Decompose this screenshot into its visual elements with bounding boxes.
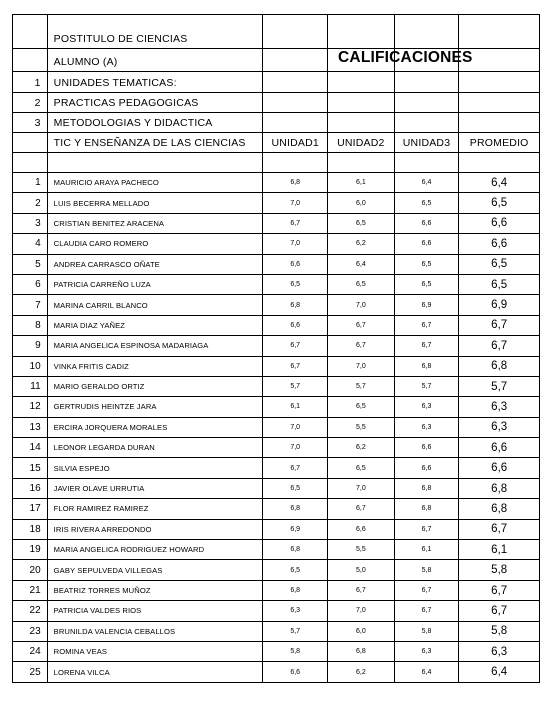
unit3-grade: 5,8 xyxy=(394,621,459,641)
unit2-grade: 6,5 xyxy=(328,397,395,417)
unit3-grade: 6,7 xyxy=(394,601,459,621)
empty-cell xyxy=(394,113,459,133)
unit3-grade: 6,6 xyxy=(394,438,459,458)
theme-number: 2 xyxy=(13,93,48,113)
unit1-grade: 6,7 xyxy=(263,356,328,376)
unit2-grade: 5,5 xyxy=(328,417,395,437)
student-number: 3 xyxy=(13,213,48,233)
unit3-grade: 6,8 xyxy=(394,478,459,498)
student-number: 6 xyxy=(13,274,48,294)
average-grade: 6,4 xyxy=(459,662,540,682)
average-grade: 6,8 xyxy=(459,478,540,498)
theme-row xyxy=(13,113,540,133)
student-number: 23 xyxy=(13,621,48,641)
empty-cell xyxy=(263,93,328,113)
unit2-grade: 7,0 xyxy=(328,478,395,498)
average-grade: 6,5 xyxy=(459,254,540,274)
average-grade: 6,6 xyxy=(459,213,540,233)
average-grade: 5,8 xyxy=(459,621,540,641)
student-name: SILVIA ESPEJO xyxy=(47,458,263,478)
table-row xyxy=(13,274,540,294)
program-name: POSTITULO DE CIENCIAS xyxy=(47,15,263,49)
student-number: 19 xyxy=(13,540,48,560)
empty-cell xyxy=(459,113,540,133)
student-number: 10 xyxy=(13,356,48,376)
student-name: MARIA DIAZ YAÑEZ xyxy=(47,315,263,335)
empty-cell xyxy=(459,153,540,173)
page-title: CALIFICACIONES xyxy=(338,49,473,66)
unit3-grade: 6,3 xyxy=(394,641,459,661)
average-grade: 6,7 xyxy=(459,601,540,621)
empty-cell xyxy=(394,72,459,93)
student-number: 20 xyxy=(13,560,48,580)
unit1-grade: 6,8 xyxy=(263,173,328,193)
empty-cell xyxy=(13,49,48,72)
unit1-grade: 6,6 xyxy=(263,315,328,335)
unit2-grade: 6,7 xyxy=(328,336,395,356)
grades-table xyxy=(12,14,540,683)
student-name: MAURICIO ARAYA PACHECO xyxy=(47,173,263,193)
unit2-grade: 5,0 xyxy=(328,560,395,580)
unit3-grade: 6,6 xyxy=(394,213,459,233)
student-name: LUIS BECERRA MELLADO xyxy=(47,193,263,213)
unit2-grade: 6,0 xyxy=(328,621,395,641)
theme-label: PRACTICAS PEDAGOGICAS xyxy=(47,93,263,113)
empty-cell xyxy=(263,15,328,49)
student-number: 5 xyxy=(13,254,48,274)
table-row xyxy=(13,173,540,193)
unit2-grade: 6,7 xyxy=(328,499,395,519)
empty-cell xyxy=(13,133,48,153)
unit1-grade: 7,0 xyxy=(263,438,328,458)
student-number: 24 xyxy=(13,641,48,661)
student-number: 11 xyxy=(13,376,48,396)
student-number: 12 xyxy=(13,397,48,417)
theme-label: METODOLOGIAS Y DIDACTICA xyxy=(47,113,263,133)
student-number: 17 xyxy=(13,499,48,519)
unit2-grade: 6,8 xyxy=(328,641,395,661)
table-row xyxy=(13,295,540,315)
unit3-grade: 6,5 xyxy=(394,274,459,294)
unit3-grade: 6,5 xyxy=(394,193,459,213)
column-header-row xyxy=(13,133,540,153)
unit3-grade: 6,4 xyxy=(394,173,459,193)
table-row xyxy=(13,356,540,376)
unit1-grade: 6,5 xyxy=(263,478,328,498)
table-row xyxy=(13,641,540,661)
table-row xyxy=(13,560,540,580)
unit2-grade: 6,6 xyxy=(328,519,395,539)
empty-cell xyxy=(459,15,540,49)
average-grade: 6,3 xyxy=(459,397,540,417)
unit2-grade: 6,1 xyxy=(328,173,395,193)
unit1-grade: 7,0 xyxy=(263,417,328,437)
average-grade: 6,7 xyxy=(459,519,540,539)
average-grade: 5,7 xyxy=(459,376,540,396)
unit3-header: UNIDAD3 xyxy=(394,133,459,153)
student-number: 14 xyxy=(13,438,48,458)
average-grade: 6,3 xyxy=(459,641,540,661)
student-number: 16 xyxy=(13,478,48,498)
student-name: CRISTIAN BENITEZ ARACENA xyxy=(47,213,263,233)
unit2-header: UNIDAD2 xyxy=(328,133,395,153)
student-number: 22 xyxy=(13,601,48,621)
empty-cell xyxy=(13,15,48,49)
student-name: MARIA ANGELICA ESPINOSA MADARIAGA xyxy=(47,336,263,356)
average-grade: 6,1 xyxy=(459,540,540,560)
average-header: PROMEDIO xyxy=(459,133,540,153)
unit1-grade: 5,7 xyxy=(263,621,328,641)
unit3-grade: 6,5 xyxy=(394,254,459,274)
student-name: BEATRIZ TORRES MUÑOZ xyxy=(47,580,263,600)
unit1-grade: 6,5 xyxy=(263,560,328,580)
unit3-grade: 6,6 xyxy=(394,458,459,478)
header-row-program xyxy=(13,15,540,49)
student-number: 2 xyxy=(13,193,48,213)
unit2-grade: 6,2 xyxy=(328,662,395,682)
unit1-grade: 6,3 xyxy=(263,601,328,621)
table-row xyxy=(13,580,540,600)
student-number: 7 xyxy=(13,295,48,315)
student-name: BRUNILDA VALENCIA CEBALLOS xyxy=(47,621,263,641)
table-row xyxy=(13,499,540,519)
unit3-grade: 6,4 xyxy=(394,662,459,682)
empty-cell xyxy=(13,153,48,173)
unit3-grade: 6,8 xyxy=(394,356,459,376)
student-name: MARIA ANGELICA RODRIGUEZ HOWARD xyxy=(47,540,263,560)
table-row xyxy=(13,519,540,539)
average-grade: 6,5 xyxy=(459,193,540,213)
unit1-grade: 6,8 xyxy=(263,580,328,600)
empty-cell xyxy=(263,153,328,173)
table-row xyxy=(13,193,540,213)
average-grade: 6,6 xyxy=(459,438,540,458)
unit2-grade: 6,7 xyxy=(328,315,395,335)
table-row xyxy=(13,234,540,254)
unit1-grade: 5,8 xyxy=(263,641,328,661)
student-name: ERCIRA JORQUERA MORALES xyxy=(47,417,263,437)
unit3-grade: 5,7 xyxy=(394,376,459,396)
table-row xyxy=(13,540,540,560)
student-number: 18 xyxy=(13,519,48,539)
header-row-student xyxy=(13,49,540,72)
unit2-grade: 6,2 xyxy=(328,438,395,458)
unit2-grade: 6,4 xyxy=(328,254,395,274)
unit2-grade: 6,5 xyxy=(328,274,395,294)
student-name: GERTRUDIS HEINTZE JARA xyxy=(47,397,263,417)
table-row xyxy=(13,376,540,396)
student-name: FLOR RAMIREZ RAMIREZ xyxy=(47,499,263,519)
unit3-grade: 6,3 xyxy=(394,417,459,437)
unit3-grade: 6,1 xyxy=(394,540,459,560)
unit2-grade: 7,0 xyxy=(328,356,395,376)
average-grade: 6,8 xyxy=(459,499,540,519)
student-name: GABY SEPULVEDA VILLEGAS xyxy=(47,560,263,580)
unit1-grade: 6,7 xyxy=(263,213,328,233)
empty-cell xyxy=(394,93,459,113)
student-name: LEONOR LEGARDA DURAN xyxy=(47,438,263,458)
empty-cell xyxy=(459,72,540,93)
average-grade: 6,8 xyxy=(459,356,540,376)
empty-cell xyxy=(394,15,459,49)
unit1-grade: 6,6 xyxy=(263,662,328,682)
empty-cell xyxy=(328,15,395,49)
unit1-grade: 6,8 xyxy=(263,295,328,315)
unit1-grade: 6,7 xyxy=(263,458,328,478)
student-name: ANDREA CARRASCO OÑATE xyxy=(47,254,263,274)
student-number: 25 xyxy=(13,662,48,682)
unit1-grade: 7,0 xyxy=(263,234,328,254)
unit2-grade: 6,2 xyxy=(328,234,395,254)
theme-row xyxy=(13,72,540,93)
table-row xyxy=(13,254,540,274)
unit1-grade: 6,6 xyxy=(263,254,328,274)
empty-cell xyxy=(47,153,263,173)
empty-cell xyxy=(394,153,459,173)
unit3-grade: 6,7 xyxy=(394,315,459,335)
average-grade: 6,9 xyxy=(459,295,540,315)
title-cell xyxy=(328,49,473,72)
average-grade: 6,7 xyxy=(459,336,540,356)
empty-cell xyxy=(263,49,328,72)
unit3-grade: 6,7 xyxy=(394,519,459,539)
empty-cell xyxy=(263,113,328,133)
unit2-grade: 6,0 xyxy=(328,193,395,213)
average-grade: 6,6 xyxy=(459,458,540,478)
average-grade: 6,6 xyxy=(459,234,540,254)
table-row xyxy=(13,438,540,458)
student-number: 1 xyxy=(13,173,48,193)
table-row xyxy=(13,601,540,621)
table-row xyxy=(13,213,540,233)
unit1-grade: 6,7 xyxy=(263,336,328,356)
average-grade: 6,7 xyxy=(459,315,540,335)
unit1-grade: 6,8 xyxy=(263,540,328,560)
unit3-grade: 5,8 xyxy=(394,560,459,580)
unit2-grade: 6,5 xyxy=(328,213,395,233)
unit3-grade: 6,7 xyxy=(394,580,459,600)
table-row xyxy=(13,621,540,641)
unit2-grade: 6,7 xyxy=(328,580,395,600)
table-row xyxy=(13,478,540,498)
unit1-header: UNIDAD1 xyxy=(263,133,328,153)
student-number: 13 xyxy=(13,417,48,437)
student-number: 21 xyxy=(13,580,48,600)
unit2-grade: 7,0 xyxy=(328,601,395,621)
student-name: PATRICIA CARREÑO LUZA xyxy=(47,274,263,294)
empty-cell xyxy=(263,72,328,93)
student-name: CLAUDIA CARO ROMERO xyxy=(47,234,263,254)
empty-cell xyxy=(459,93,540,113)
table-row xyxy=(13,336,540,356)
average-grade: 6,7 xyxy=(459,580,540,600)
table-row xyxy=(13,397,540,417)
student-label: ALUMNO (A) xyxy=(47,49,263,72)
unit1-grade: 6,9 xyxy=(263,519,328,539)
spacer-row xyxy=(13,153,540,173)
student-name: JAVIER OLAVE URRUTIA xyxy=(47,478,263,498)
student-name: ROMINA VEAS xyxy=(47,641,263,661)
average-grade: 6,3 xyxy=(459,417,540,437)
student-name: VINKA FRITIS CADIZ xyxy=(47,356,263,376)
unit2-grade: 5,5 xyxy=(328,540,395,560)
empty-cell xyxy=(328,72,395,93)
unit3-grade: 6,8 xyxy=(394,499,459,519)
student-number: 15 xyxy=(13,458,48,478)
unit2-grade: 6,5 xyxy=(328,458,395,478)
unit3-grade: 6,6 xyxy=(394,234,459,254)
student-name: LORENA VILCA xyxy=(47,662,263,682)
unit1-grade: 6,8 xyxy=(263,499,328,519)
table-row xyxy=(13,662,540,682)
average-grade: 5,8 xyxy=(459,560,540,580)
student-name: MARIO GERALDO ORTIZ xyxy=(47,376,263,396)
empty-cell xyxy=(328,93,395,113)
unit2-grade: 7,0 xyxy=(328,295,395,315)
student-name: MARINA CARRIL BLANCO xyxy=(47,295,263,315)
unit1-grade: 7,0 xyxy=(263,193,328,213)
table-row xyxy=(13,458,540,478)
table-row xyxy=(13,315,540,335)
student-number: 8 xyxy=(13,315,48,335)
unit1-grade: 6,1 xyxy=(263,397,328,417)
unit1-grade: 6,5 xyxy=(263,274,328,294)
theme-number: 3 xyxy=(13,113,48,133)
average-grade: 6,5 xyxy=(459,274,540,294)
unit1-grade: 5,7 xyxy=(263,376,328,396)
theme-row xyxy=(13,93,540,113)
unit3-grade: 6,9 xyxy=(394,295,459,315)
empty-cell xyxy=(328,153,395,173)
student-number: 9 xyxy=(13,336,48,356)
unit3-grade: 6,3 xyxy=(394,397,459,417)
average-grade: 6,4 xyxy=(459,173,540,193)
unit3-grade: 6,7 xyxy=(394,336,459,356)
empty-cell xyxy=(328,113,395,133)
table-row xyxy=(13,417,540,437)
student-name: PATRICIA VALDES RIOS xyxy=(47,601,263,621)
unit2-grade: 5,7 xyxy=(328,376,395,396)
theme-label: UNIDADES TEMATICAS: xyxy=(47,72,263,93)
student-number: 4 xyxy=(13,234,48,254)
theme-number: 1 xyxy=(13,72,48,93)
student-name: IRIS RIVERA ARREDONDO xyxy=(47,519,263,539)
subject-header: TIC Y ENSEÑANZA DE LAS CIENCIAS xyxy=(47,133,263,153)
